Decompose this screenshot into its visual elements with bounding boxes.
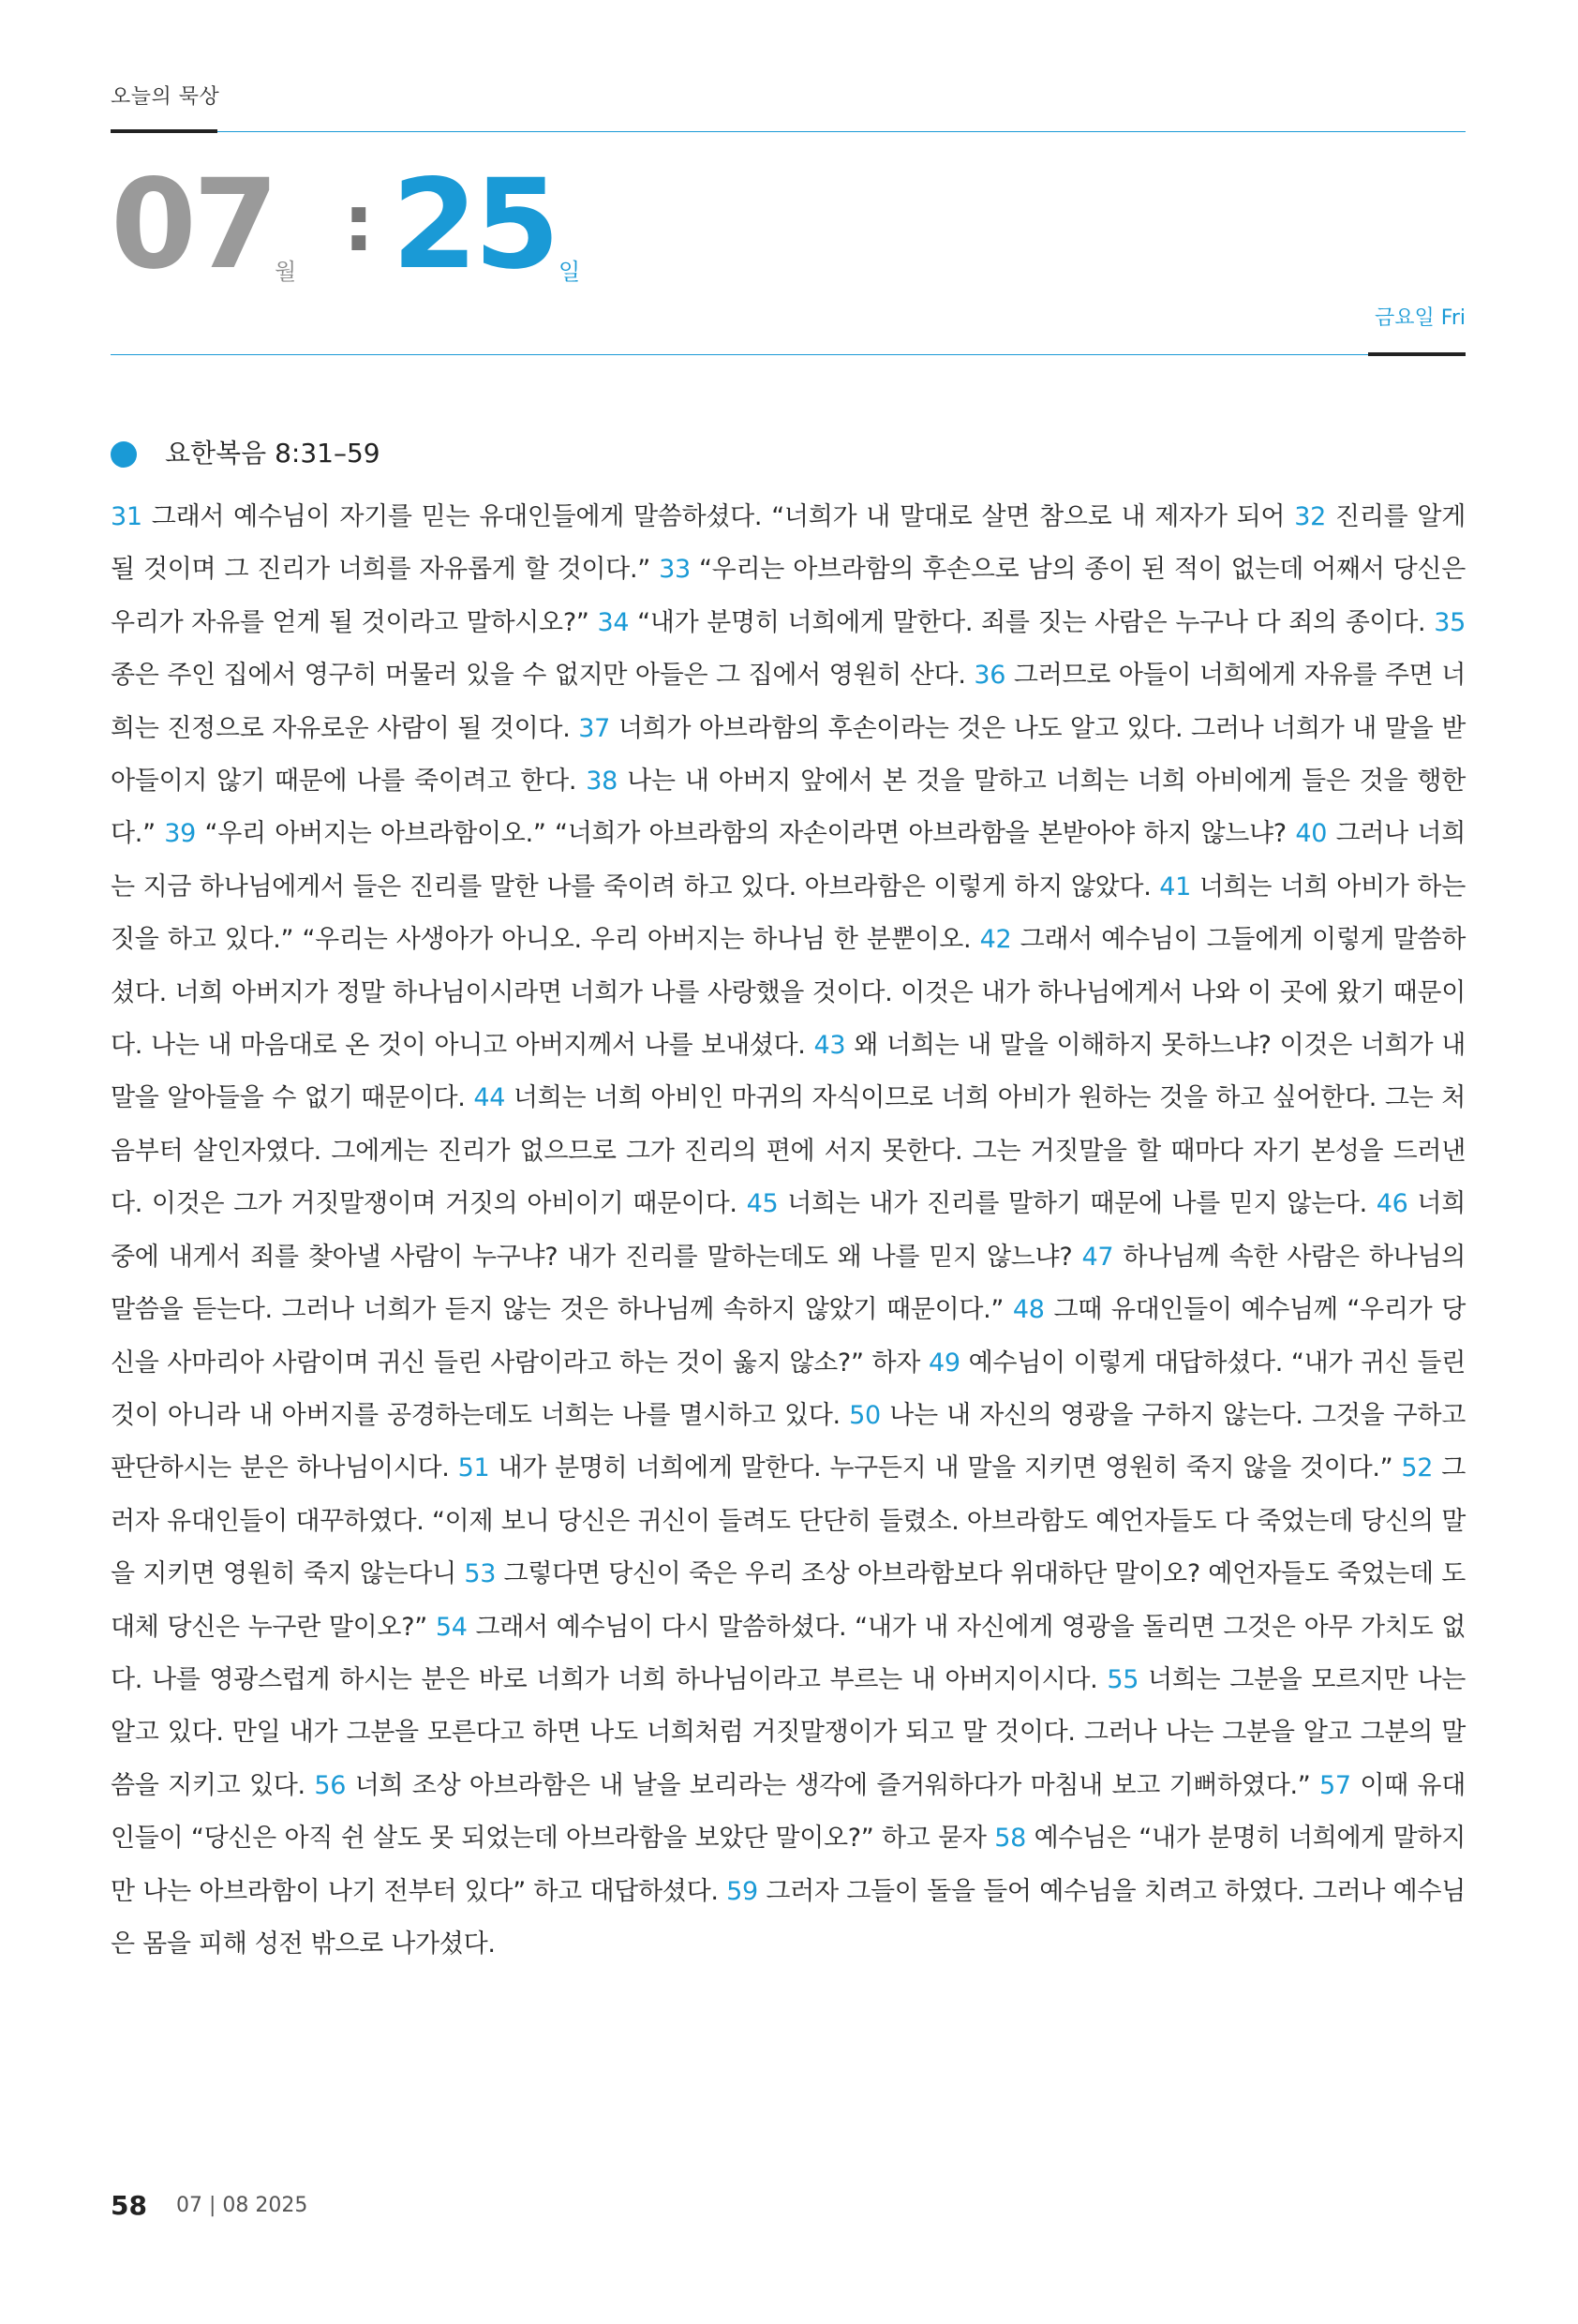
- issue-date: 07 | 08 2025: [176, 2194, 308, 2217]
- verse-number: 50: [849, 1400, 881, 1430]
- verse-number: 31: [111, 502, 142, 531]
- verse-text: 그래서 예수님이 자기를 믿는 유대인들에게 말씀하셨다. “너희가 내 말대로 살면 참으로 내 제자가 되어: [141, 502, 1295, 531]
- page-number: 58: [111, 2190, 147, 2221]
- header-rule-thick: [111, 129, 217, 133]
- verse-number: 34: [597, 607, 630, 637]
- date-rule-thick: [1368, 352, 1466, 356]
- verse-text: “우리 아버지는 아브라함이오.” “너희가 아브라함의 자손이라면 아브라함을 본받아야 하지 않느냐?: [196, 819, 1296, 849]
- verse-number: 39: [164, 819, 197, 849]
- scripture-text: [111, 491, 1466, 1971]
- verse-text: 너희는 너희 아비가 하는 짓을 하고 있다.” “우리는 사생아가 아니오. 우리 아버지는 하나님 한 분뿐이오.: [111, 872, 1466, 955]
- verse-number: 52: [1401, 1453, 1434, 1483]
- verse-text: 예수님은 “내가 분명히 너희에게 말하지만 나는 아브라함이 나기 전부터 있다” 하고 대답하셨다.: [111, 1824, 1466, 1906]
- verse-number: 41: [1159, 872, 1192, 901]
- verse-number: 32: [1294, 502, 1327, 531]
- verse-text: 그렇다면 당신이 죽은 우리 조상 아브라함보다 위대하단 말이오? 예언자들도 죽었는데 도대체 당신은 누구란 말이오?”: [111, 1559, 1466, 1642]
- verse-text: 그래서 예수님이 다시 말씀하셨다. “내가 내 자신에게 영광을 돌리면 그것은 아무 가치도 없다. 나를 영광스럽게 하시는 분은 바로 너희가 너희 하나님이라고 부르는 내 아버지이시다.: [111, 1612, 1466, 1694]
- verse-text: 그래서 예수님이 그들에게 이렇게 말씀하셨다. 너희 아버지가 정말 하나님이시라면 너희가 나를 사랑했을 것이다. 이것은 내가 하나님에게서 나와 이 곳에 왔기 때문이다. 나는 내 마음대로 온 것이 아니고 아버지께서 나를 보내셨다.: [111, 925, 1466, 1061]
- verse-number: 56: [314, 1770, 347, 1800]
- month-unit: 월: [275, 259, 297, 285]
- verse-text: 너희는 그분을 모르지만 나는 알고 있다. 만일 내가 그분을 모른다고 하면 나도 너희처럼 거짓말쟁이가 되고 말 것이다. 그러나 나는 그분을 알고 그분의 말씀을 지키고 있다.: [111, 1664, 1466, 1800]
- verse-number: 35: [1434, 607, 1466, 637]
- verse-text: 그러므로 아들이 너희에게 자유를 주면 너희는 진정으로 자유로운 사람이 될 것이다.: [111, 661, 1466, 743]
- verse-text: 종은 주인 집에서 영구히 머물러 있을 수 없지만 아들은 그 집에서 영원히 산다.: [111, 661, 975, 691]
- verse-number: 44: [473, 1083, 506, 1113]
- verse-text: 나는 내 아버지 앞에서 본 것을 말하고 너희는 너희 아비에게 들은 것을 행한다.”: [111, 767, 1466, 849]
- verse-number: 54: [435, 1612, 468, 1642]
- verse-text: 그러나 너희는 지금 하나님에게서 들은 진리를 말한 나를 죽이려 하고 있다. 아브라함은 이렇게 하지 않았다.: [111, 819, 1466, 901]
- verse-text: 너희 중에 내게서 죄를 찾아낼 사람이 누구냐? 내가 진리를 말하는데도 왜 나를 믿지 않느냐?: [111, 1189, 1466, 1272]
- verse-number: 49: [928, 1348, 960, 1378]
- verse-text: 이때 유대인들이 “당신은 아직 쉰 살도 못 되었는데 아브라함을 보았단 말이오?” 하고 묻자: [111, 1770, 1466, 1854]
- date-rule-thin: [111, 354, 1368, 355]
- verse-text: “내가 분명히 너희에게 말한다. 죄를 짓는 사람은 누구나 다 죄의 종이다.: [629, 607, 1435, 637]
- date-heading: [111, 153, 1466, 297]
- day-unit: 일: [558, 259, 581, 285]
- verse-text: 너희는 너희 아비인 마귀의 자식이므로 너희 아비가 원하는 것을 하고 싶어한다. 그는 처음부터 살인자였다. 그에게는 진리가 없으므로 그가 진리의 편에 서지 못한다. 그는 거짓말을 할 때마다 자기 본성을 드러낸다. 이것은 그가 거짓말쟁이며 거짓의 아비이기 때문이다.: [111, 1083, 1466, 1219]
- day-number: 25: [392, 153, 557, 297]
- verse-text: 너희는 내가 진리를 말하기 때문에 나를 믿지 않는다.: [778, 1189, 1377, 1219]
- bullet-dot-icon: [111, 441, 137, 468]
- verse-text: 왜 너희는 내 말을 이해하지 못하느냐? 이것은 너희가 내 말을 알아들을 수 없기 때문이다.: [111, 1031, 1466, 1113]
- verse-number: 53: [464, 1559, 497, 1589]
- verse-number: 33: [659, 555, 691, 585]
- passage-reference: 요한복음 8:31–59: [165, 438, 380, 469]
- header-rule-thin: [217, 131, 1466, 132]
- verse-number: 40: [1295, 819, 1328, 849]
- verse-number: 42: [979, 925, 1012, 955]
- verse-text: 너희 조상 아브라함은 내 날을 보리라는 생각에 즐거워하다가 마침내 보고 기뻐하였다.”: [346, 1770, 1320, 1800]
- verse-number: 45: [746, 1189, 779, 1219]
- verse-text: 너희가 아브라함의 후손이라는 것은 나도 알고 있다. 그러나 너희가 내 말을 받아들이지 않기 때문에 나를 죽이려고 한다.: [111, 713, 1466, 797]
- verse-text: 그러자 유대인들이 대꾸하였다. “이제 보니 당신은 귀신이 들려도 단단히 들렸소. 아브라함도 예언자들도 다 죽었는데 당신의 말을 지키면 영원히 죽지 않는다니: [111, 1453, 1466, 1589]
- weekday-label: 금요일 Fri: [1375, 306, 1466, 330]
- verse-number: 47: [1081, 1242, 1114, 1272]
- verse-text: 예수님이 이렇게 대답하셨다. “내가 귀신 들린 것이 아니라 내 아버지를 공경하는데도 너희는 나를 멸시하고 있다.: [111, 1348, 1466, 1430]
- verse-number: 38: [586, 767, 618, 797]
- verse-number: 46: [1376, 1189, 1408, 1219]
- verse-number: 43: [813, 1031, 846, 1061]
- verse-number: 48: [1012, 1295, 1045, 1325]
- verse-text: “우리는 아브라함의 후손으로 남의 종이 된 적이 없는데 어째서 당신은 우리가 자유를 얻게 될 것이라고 말하시오?”: [111, 555, 1466, 637]
- verse-number: 59: [726, 1876, 758, 1906]
- verse-text: 하나님께 속한 사람은 하나님의 말씀을 듣는다. 그러나 너희가 듣지 않는 것은 하나님께 속하지 않았기 때문이다.”: [111, 1242, 1466, 1325]
- verse-text: 그러자 그들이 돌을 들어 예수님을 치려고 하였다. 그러나 예수님은 몸을 피해 성전 밖으로 나가셨다.: [111, 1876, 1466, 1959]
- date-colon: :: [343, 177, 375, 269]
- month-number: 07: [111, 153, 275, 297]
- verse-number: 51: [457, 1453, 490, 1483]
- verse-text: 내가 분명히 너희에게 말한다. 누구든지 내 말을 지키면 영원히 죽지 않을 것이다.”: [489, 1453, 1402, 1483]
- verse-text: 그때 유대인들이 예수님께 “우리가 당신을 사마리아 사람이며 귀신 들린 사람이라고 하는 것이 옳지 않소?” 하자: [111, 1295, 1466, 1378]
- section-label: 오늘의 묵상: [111, 85, 220, 109]
- verse-number: 58: [994, 1824, 1027, 1854]
- verse-number: 36: [974, 661, 1006, 691]
- verse-text: 진리를 알게 될 것이며 그 진리가 너희를 자유롭게 할 것이다.”: [111, 502, 1466, 585]
- verse-number: 37: [578, 713, 611, 743]
- verse-number: 57: [1319, 1770, 1351, 1800]
- verse-number: 55: [1107, 1664, 1139, 1694]
- verse-text: 나는 내 자신의 영광을 구하지 않는다. 그것을 구하고 판단하시는 분은 하나님이시다.: [111, 1400, 1466, 1483]
